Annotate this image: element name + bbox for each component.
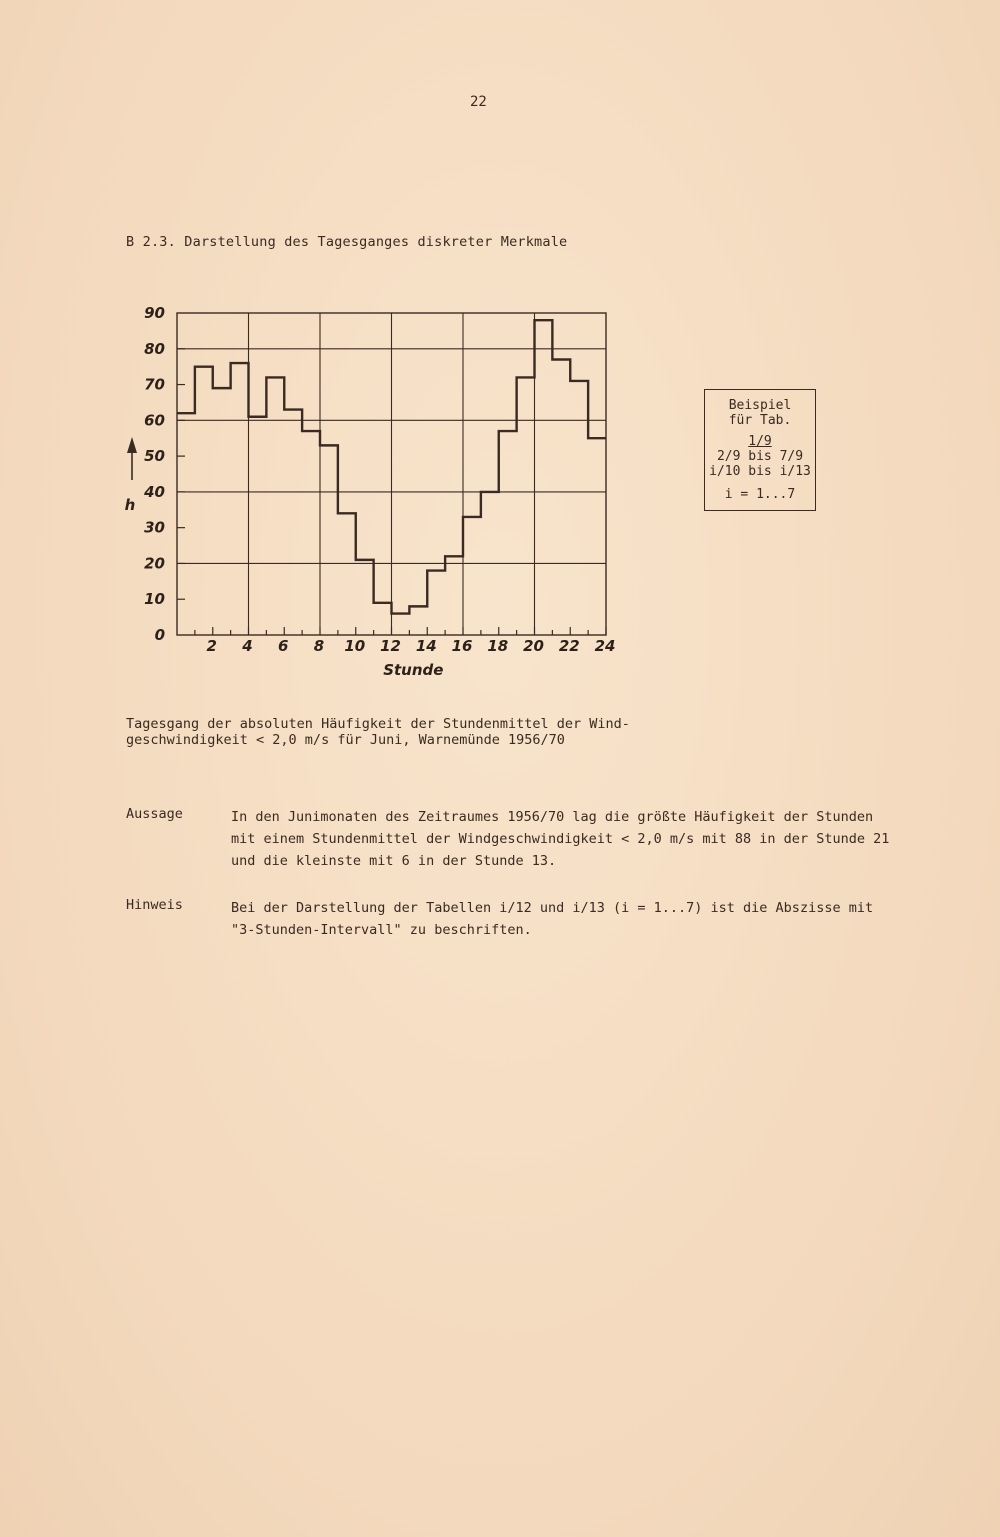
x-tick-label: 16	[451, 637, 473, 655]
x-tick-label: 24	[594, 637, 616, 655]
x-tick-label: 10	[344, 637, 366, 655]
figure-caption	[126, 716, 666, 748]
y-tick-label: 60	[144, 411, 165, 430]
x-tick-label: 14	[415, 637, 437, 655]
example-legend-box	[704, 389, 816, 511]
caption-line-2: geschwindigkeit < 2,0 m/s für Juni, Warnemünde 1956/70	[126, 732, 565, 748]
x-tick-label: 12	[380, 637, 401, 655]
y-tick-label: 40	[144, 482, 165, 501]
legend-index: i = 1...7	[724, 487, 796, 502]
y-axis-title: h	[124, 496, 136, 514]
y-tick-label: 80	[144, 339, 165, 358]
chart-grid	[177, 313, 606, 635]
y-tick-label: 20	[144, 554, 165, 573]
hinweis-text	[231, 897, 951, 941]
aussage-line-3: und die kleinste mit 6 in der Stunde 13.	[231, 853, 557, 869]
hinweis-label: Hinweis	[126, 897, 183, 913]
y-tick-label: 50	[144, 447, 165, 466]
x-tick-label: 6	[278, 637, 289, 655]
legend-line-2: für Tab.	[728, 413, 792, 428]
aussage-line-2: mit einem Stundenmittel der Windgeschwindigkeit < 2,0 m/s mit 88 in der Stunde 21	[231, 831, 890, 847]
aussage-line-1: In den Junimonaten des Zeitraumes 1956/70 lag die größte Häufigkeit der Stunden	[231, 809, 874, 825]
legend-range-1: 2/9 bis 7/9	[716, 449, 804, 464]
x-axis-title: Stunde	[383, 661, 444, 679]
x-tick-label: 18	[487, 637, 509, 655]
section-heading: B 2.3. Darstellung des Tagesganges diskreter Merkmale	[126, 234, 568, 250]
y-tick-label: 90	[144, 304, 165, 322]
page-number: 22	[470, 94, 487, 110]
y-tick-label: 0	[154, 626, 165, 644]
chart	[120, 295, 620, 685]
x-tick-label: 22	[558, 637, 580, 655]
aussage-text	[231, 806, 951, 872]
caption-line-1: Tagesgang der absoluten Häufigkeit der Stundenmittel der Wind-	[126, 716, 630, 732]
y-tick-label: 30	[144, 518, 165, 537]
hinweis-line-2: "3-Stunden-Intervall" zu beschriften.	[231, 922, 532, 938]
legend-tab-ref: 1/9	[748, 434, 772, 449]
y-tick-label: 70	[144, 375, 165, 394]
x-tick-label: 20	[523, 637, 544, 655]
legend-range-2: i/10 bis i/13	[709, 464, 811, 479]
aussage-label: Aussage	[126, 806, 183, 822]
x-tick-label: 4	[242, 637, 253, 655]
legend-line-1: Beispiel	[728, 398, 792, 413]
hinweis-line-1: Bei der Darstellung der Tabellen i/12 und i/13 (i = 1...7) ist die Abszisse mit	[231, 900, 874, 916]
y-tick-label: 10	[144, 590, 165, 609]
y-axis-arrow-icon	[127, 437, 137, 453]
x-tick-label: 2	[206, 637, 217, 655]
chart-svg	[120, 295, 620, 685]
x-tick-label: 8	[313, 637, 325, 655]
